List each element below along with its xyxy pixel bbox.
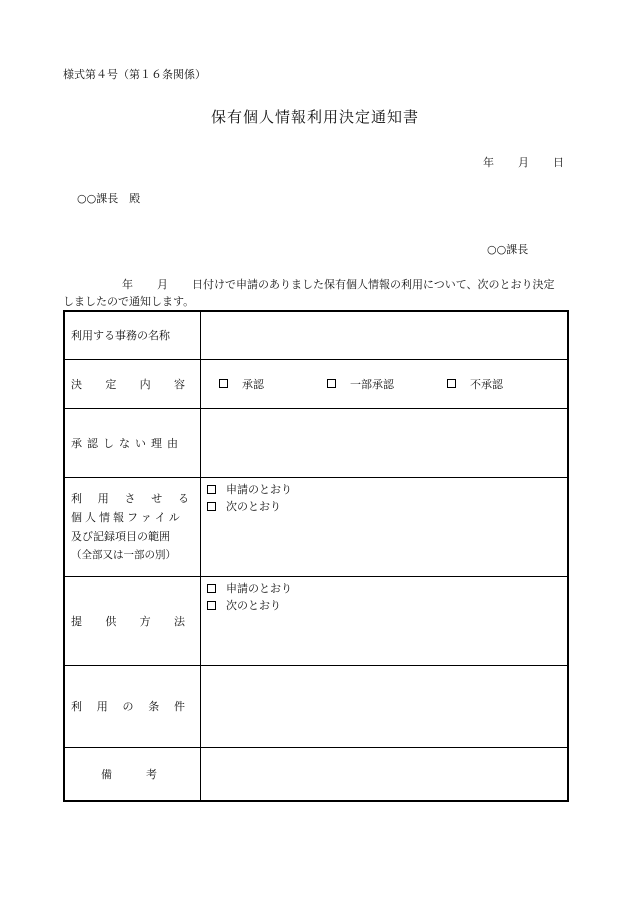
date-line — [483, 154, 564, 170]
intro-line-1 — [63, 276, 569, 293]
label-char: 用 — [96, 700, 108, 713]
option-label: 申請のとおり — [226, 581, 292, 595]
table-row-method — [64, 576, 568, 665]
date-year: 年 — [483, 156, 494, 169]
value-conditions[interactable] — [201, 665, 569, 747]
checkbox-icon[interactable] — [207, 502, 216, 511]
label-char: 内 — [139, 377, 151, 391]
table-row-reason — [64, 408, 568, 477]
intro-line1-rest: 日付けで申請のありました保有個人情報の利用について、次のとおり決定 — [192, 278, 555, 291]
table-row-conditions — [64, 665, 568, 747]
option-label: 次のとおり — [226, 598, 281, 612]
intro-line-2: しましたので通知します。 — [63, 295, 195, 308]
table-row-scope — [64, 477, 568, 576]
label-char: 決 — [71, 377, 82, 391]
value-method — [201, 576, 569, 665]
label-text: 利用する事務の名称 — [71, 329, 170, 343]
label-char: 考 — [146, 767, 157, 781]
form-number: 様式第４号（第１６条関係） — [63, 68, 206, 81]
decision-table — [63, 310, 569, 802]
value-reason[interactable] — [201, 408, 569, 477]
option-as-follows[interactable] — [207, 597, 567, 614]
table-row-decision — [64, 359, 568, 408]
label-char: 備 — [101, 767, 112, 781]
option-approve[interactable] — [219, 376, 327, 392]
label-reason — [64, 408, 201, 477]
table-row-remarks — [64, 747, 568, 801]
option-as-requested[interactable] — [207, 580, 567, 597]
label-char: 供 — [105, 614, 117, 628]
checkbox-icon[interactable] — [207, 601, 216, 610]
label-char: 方 — [139, 614, 151, 628]
option-label: 承認 — [242, 377, 264, 391]
label-line: 及び記録項目の範囲 — [71, 529, 170, 543]
value-decision — [201, 359, 569, 408]
label-char: さ — [124, 491, 136, 505]
date-month: 月 — [518, 156, 529, 169]
label-char: 件 — [174, 700, 185, 713]
checkbox-icon[interactable] — [327, 379, 336, 388]
label-char: 利 — [71, 491, 82, 505]
label-char: せ — [151, 491, 163, 505]
addressee: ○○課長 殿 — [77, 192, 141, 205]
label-char: 条 — [148, 700, 160, 713]
page-title: 保有個人情報利用決定通知書 — [210, 108, 419, 126]
checkbox-icon[interactable] — [207, 485, 216, 494]
option-label: 不承認 — [470, 377, 503, 391]
option-label: 次のとおり — [226, 499, 281, 513]
intro-year: 年 — [122, 278, 133, 291]
option-label: 申請のとおり — [226, 482, 292, 496]
label-line: （全部又は一部の別） — [71, 548, 176, 561]
value-remarks[interactable] — [201, 747, 569, 801]
option-as-requested[interactable] — [207, 481, 567, 498]
label-method — [64, 576, 201, 665]
label-line: 個人情報ファイル — [71, 510, 183, 524]
option-as-follows[interactable] — [207, 498, 567, 515]
label-char: 法 — [173, 614, 185, 628]
option-partial-approve[interactable] — [327, 376, 447, 392]
label-char: 提 — [71, 614, 82, 628]
label-conditions — [64, 665, 201, 747]
option-label: 一部承認 — [350, 377, 394, 391]
date-day: 日 — [553, 156, 564, 169]
label-text: 承認しない理由 — [71, 436, 183, 450]
checkbox-icon[interactable] — [219, 379, 228, 388]
label-char: 定 — [105, 377, 117, 391]
label-business-name — [64, 311, 201, 359]
label-char: る — [178, 491, 189, 505]
checkbox-icon[interactable] — [207, 584, 216, 593]
value-scope — [201, 477, 569, 576]
label-scope — [64, 477, 201, 576]
label-remarks — [64, 747, 201, 801]
checkbox-icon[interactable] — [447, 379, 456, 388]
value-business-name[interactable] — [201, 311, 569, 359]
option-reject[interactable] — [447, 376, 503, 392]
intro-month: 月 — [157, 278, 168, 291]
label-char: 利 — [71, 700, 82, 713]
label-char: 用 — [97, 491, 109, 505]
intro-paragraph — [63, 276, 569, 310]
table-row-business-name — [64, 311, 568, 359]
label-char: の — [122, 700, 134, 713]
label-decision — [64, 359, 201, 408]
sender: ○○課長 — [487, 243, 529, 256]
label-char: 容 — [173, 377, 185, 391]
